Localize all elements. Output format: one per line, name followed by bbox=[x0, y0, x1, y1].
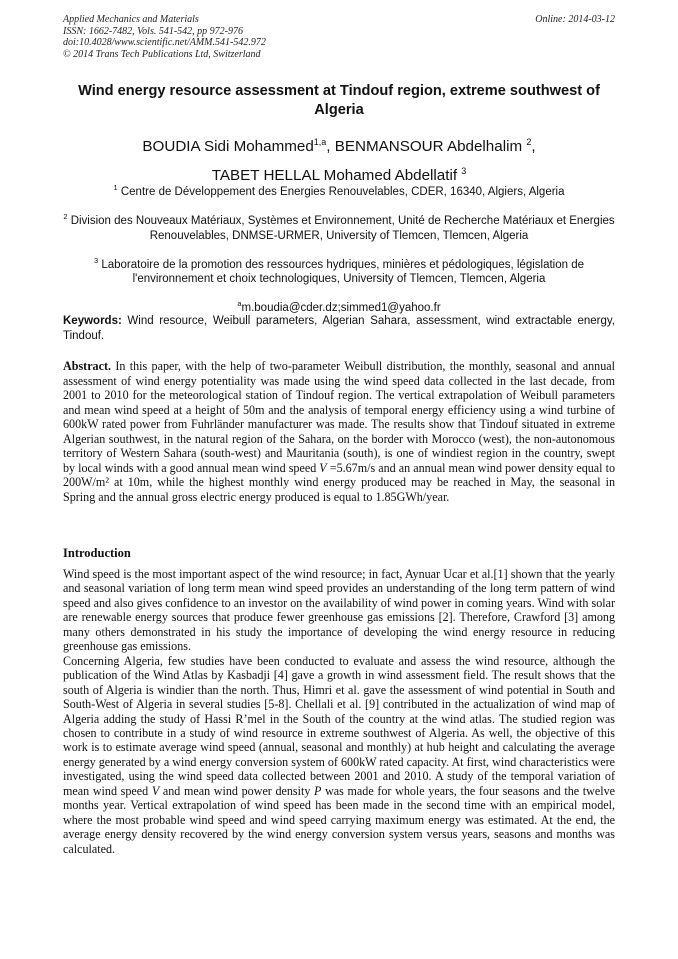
paper-title: Wind energy resource assessment at Tindouf region, extreme southwest of Algeria bbox=[78, 83, 600, 118]
introduction-body bbox=[63, 567, 615, 856]
author-3-marker: 3 bbox=[461, 166, 467, 177]
author-2-marker: 2 bbox=[526, 137, 532, 147]
abstract-text-1: In this paper, with the help of two-parameter Weibull distribution, the monthly, seasonal and annual assessment of wind energy potentiality was made using the wind speed data collected in the last decade, from 2001 to 2010 for the meteorological station of Tindouf region. The vertical extrapolation of Weibull parameters and mean wind speed at a height of 50m and the analysis of temporal energy efficiency using a wind turbine of 600kW rated power from Fuhrländer manufacturer was made. The results show that Tindouf situated in extreme Algerian southwest, in the natural region of the Sahara, on the border with Morocco (west), the non-autonomous territory of Western Sahara (south-west) and Mauritania (south), is one of windiest region in the country, swept by local winds with a good annual mean wind speed bbox=[63, 359, 615, 475]
intro-paragraph-1: Wind speed is the most important aspect of the wind resource; in fact, Aynuar Ucar et al.[1] shown that the yearly and seasonal variation of long term mean wind speed provides an understanding of the long term pattern of wind speed and also gives confidence to an investor on the availability of wind power in coming years. Wind with solar are renewable energy sources that produce fewer greenhouse gas emissions [2]. Therefore, Crawford [3] among many others demonstrated in his study the importance of developing the wind energy resource in reducing greenhouse gas emissions. bbox=[63, 567, 615, 654]
email-marker: a bbox=[237, 299, 242, 309]
author-1-marker: 1,a bbox=[313, 137, 327, 147]
online-date: Online: 2014-03-12 bbox=[535, 14, 615, 25]
intro-p2-text-1: Concerning Algeria, few studies have been conducted to evaluate and assess the wind resource, although the publication of the Wind Atlas by Kasbadji [4] gave a growth in wind assessment field. The result shows that the south of Algeria is windier than the north. Thus, Himri et al. gave the assessment of wind potential in South and South-West of Algeria in several studies [5-8]. Chellali et al. [9] contributed in the actualization of wind map of Algeria adding the study of Hassi R’mel in the South of the country at the wind atlas. The studied region was chosen to contribute in a study of wind resource in extreme southwest of Algeria. As well, the objective of this work is to estimate average wind speed (annual, seasonal and monthly) at hub height and calculating the average energy generated by a wind energy conversion system of 600kW rated capacity. At first, wind characteristics were investigated, using the wind speed data collected between 2001 and 2010. A study of the temporal variation of mean wind speed bbox=[63, 653, 615, 798]
doi-line[interactable]: doi:10.4028/www.scientific.net/AMM.541-542.972 bbox=[63, 37, 266, 48]
affiliation-1 bbox=[63, 180, 615, 200]
intro-p2-text-2: and mean wind power density bbox=[159, 783, 315, 798]
author-2: , BENMANSOUR Abdelhalim bbox=[326, 138, 527, 156]
abstract-v-symbol: V bbox=[319, 460, 327, 475]
affiliation-3-text: Laboratoire de la promotion des ressources hydriques, minières et pédologiques, législation de l'environnement et choix technologiques, University of Tlemcen, Tlemcen, Algeria bbox=[98, 258, 584, 286]
keywords-label: Keywords: bbox=[63, 315, 122, 327]
affiliation-3-marker: 3 bbox=[93, 255, 99, 265]
affiliation-1-marker: 1 bbox=[113, 183, 118, 192]
journal-name: Applied Mechanics and Materials bbox=[63, 14, 199, 25]
introduction-heading: Introduction bbox=[63, 546, 131, 560]
intro-paragraph-2 bbox=[63, 654, 615, 856]
author-1: BOUDIA Sidi Mohammed bbox=[142, 138, 314, 156]
intro-v-symbol: V bbox=[151, 783, 160, 798]
copyright-line: © 2014 Trans Tech Publications Ltd, Switzerland bbox=[63, 48, 261, 60]
abstract-label: Abstract. bbox=[63, 359, 112, 373]
affiliation-2-marker: 2 bbox=[63, 211, 68, 221]
abstract-text-2: =5.67m/s and an annual mean wind power density equal to 200W/m² at 10m, while the highest monthly wind energy produced may be reached in May, the seasonal in Spring and the annual gross electric energy produced is equal to 1.85GWh/year. bbox=[63, 460, 615, 504]
issn-line: ISSN: 1662-7482, Vols. 541-542, pp 972-976 bbox=[63, 25, 243, 37]
affiliation-2-text: Division des Nouveaux Matériaux, Systèmes et Environnement, Unité de Recherche Matériaux et Energies Renouvelables, DNMSE-URMER, University of Tlemcen, Tlemcen, Algeria bbox=[67, 214, 615, 242]
affiliations bbox=[63, 180, 615, 325]
keywords-text: Wind resource, Weibull parameters, Algerian Sahara, assessment, wind extractable energy, Tindouf. bbox=[63, 315, 615, 342]
affiliation-1-text: Centre de Développement des Energies Renouvelables, CDER, 16340, Algiers, Algeria bbox=[117, 185, 565, 198]
email-address[interactable]: m.boudia@cder.dz;simmed1@yahoo.fr bbox=[241, 302, 441, 315]
affiliation-3 bbox=[63, 253, 615, 288]
author-3: TABET HELLAL Mohamed Abdellatif bbox=[211, 167, 462, 185]
affiliation-2 bbox=[63, 209, 615, 244]
intro-p-symbol: P bbox=[314, 783, 322, 798]
keywords bbox=[63, 314, 615, 344]
author-separator: , bbox=[531, 138, 536, 156]
abstract bbox=[63, 359, 615, 504]
journal-header bbox=[63, 14, 615, 60]
author-line-1 bbox=[63, 130, 615, 159]
intro-p2-text-3: was made for whole years, the four seasons and the twelve months year. Vertical extrapolation of wind speed has been made in the second time with an empirical model, where the most probable wind speed and wind speed carrying maximum energy was estimated. At the end, the average energy density recovered by the wind energy conversion system versus years, seasons and months was calculated. bbox=[63, 783, 615, 856]
